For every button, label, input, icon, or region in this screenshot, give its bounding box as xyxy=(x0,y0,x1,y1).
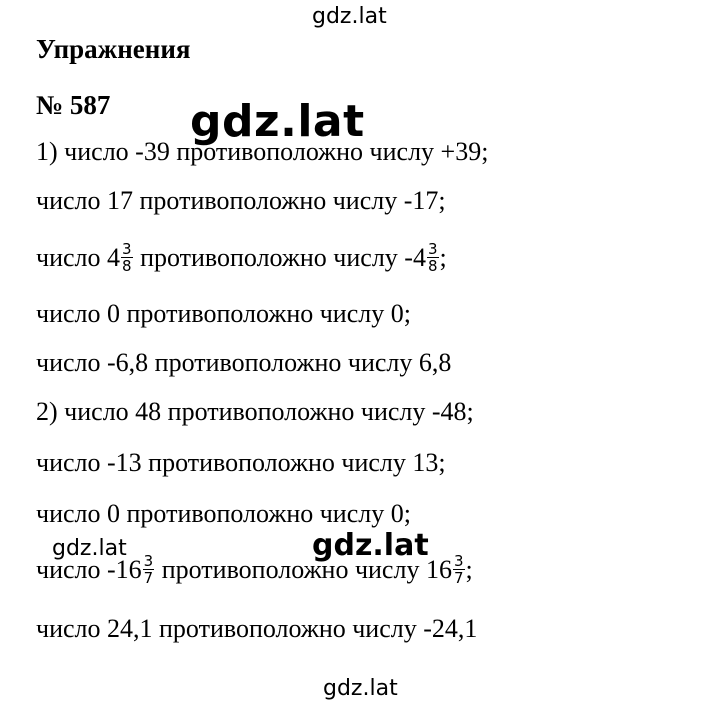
line-3-text-b: противоположно числу -4 xyxy=(133,243,426,272)
watermark-mid-left: gdz.lat xyxy=(52,536,127,561)
line-9-text-a: число -16 xyxy=(36,555,142,584)
line-3-text-c: ; xyxy=(439,243,447,272)
watermark-mid: gdz.lat xyxy=(312,528,429,563)
fraction xyxy=(121,241,133,274)
fraction-numerator: 3 xyxy=(453,551,464,570)
answer-line-5: число -6,8 противоположно числу 6,8 xyxy=(36,348,452,377)
exercise-number: № 587 xyxy=(36,90,111,120)
section-title: Упражнения xyxy=(36,34,191,64)
fraction-denominator: 8 xyxy=(122,256,132,275)
fraction xyxy=(143,553,155,586)
watermark-large: gdz.lat xyxy=(190,96,365,147)
answer-line-8: число 0 противоположно числу 0; xyxy=(36,499,411,528)
answer-line-6: 2) число 48 противоположно числу -48; xyxy=(36,397,474,426)
fraction xyxy=(427,241,439,274)
fraction-numerator: 3 xyxy=(143,551,154,570)
line-3-text-a: число 4 xyxy=(36,243,121,272)
answer-line-7: число -13 противоположно числу 13; xyxy=(36,448,446,477)
answer-line-10: число 24,1 противоположно числу -24,1 xyxy=(36,614,478,643)
line-9-text-b: противоположно числу 16 xyxy=(155,555,452,584)
fraction-denominator: 7 xyxy=(453,568,464,587)
answer-line-1: 1) число -39 противоположно числу +39; xyxy=(36,137,489,166)
fraction-numerator: 3 xyxy=(427,239,438,258)
fraction xyxy=(453,553,465,586)
answer-line-3 xyxy=(36,239,447,277)
answer-line-4: число 0 противоположно числу 0; xyxy=(36,299,411,328)
watermark-top: gdz.lat xyxy=(312,4,387,29)
fraction-numerator: 3 xyxy=(122,239,132,258)
fraction-denominator: 7 xyxy=(143,568,154,587)
fraction-denominator: 8 xyxy=(427,256,438,275)
answer-line-2: число 17 противоположно числу -17; xyxy=(36,186,446,215)
line-9-text-c: ; xyxy=(465,555,473,584)
watermark-bottom: gdz.lat xyxy=(323,676,398,701)
